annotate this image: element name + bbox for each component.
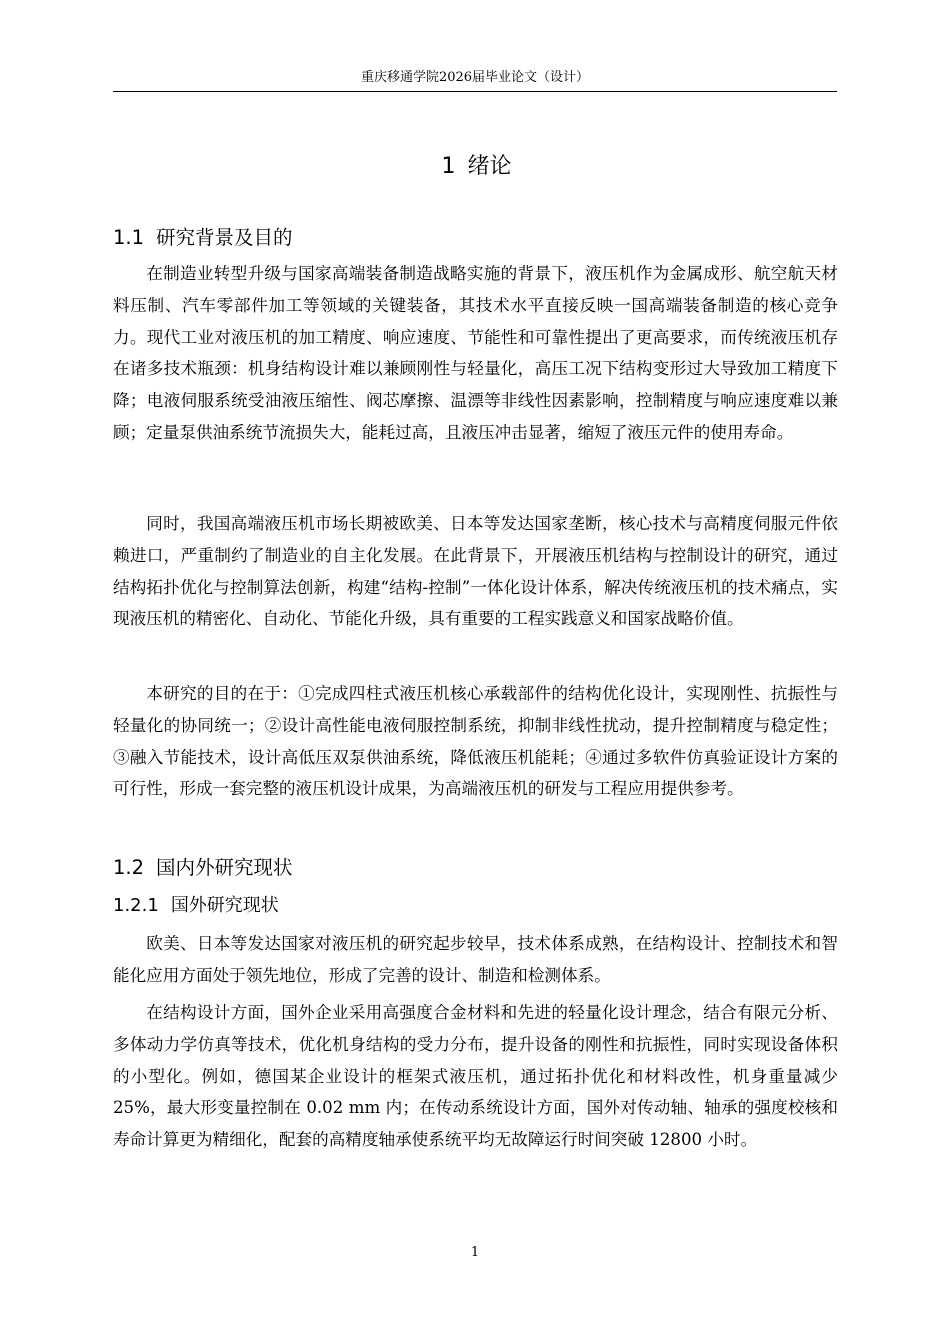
- chapter-number: 1: [441, 154, 456, 179]
- running-header: 重庆移通学院2026届毕业论文（设计）: [360, 70, 590, 85]
- header-rule: [113, 91, 837, 92]
- section-title: 国内外研究现状: [156, 856, 293, 879]
- subsection-title: 国外研究现状: [170, 895, 279, 916]
- paragraph-research-purpose: 本研究的目的在于：①完成四柱式液压机核心承载部件的结构优化设计，实现刚性、抗振性与轻量化的协同统一；②设计高性能电液伺服控制系统，抑制非线性扰动，提升控制精度与稳定性；③融入节能技术，设计高低压双泵供油系统，降低液压机能耗；④通过多软件仿真验证设计方案的可行性，形成一套完整的液压机设计成果，为高端液压机的研发与工程应用提供参考。: [113, 684, 838, 799]
- section-heading-1-2: [113, 854, 293, 882]
- paragraph-foreign-structure: 在结构设计方面，国外企业采用高强度合金材料和先进的轻量化设计理念，结合有限元分析、多体动力学仿真等技术，优化机身结构的受力分布，提升设备的刚性和抗振性，同时实现设备体积的小型化。例如，德国某企业设计的框架式液压机，通过拓扑优化和材料改性，机身重量减少 25%，最大形变量控制在 0.02 mm 内；在传动系统设计方面，国外对传动轴、轴承的强度校核和寿命计算更为精细化，配套的高精度轴承使系统平均无故障运行时间突破 12800 小时。: [113, 1003, 838, 1150]
- paragraph-background-1: 在制造业转型升级与国家高端装备制造战略实施的背景下，液压机作为金属成形、航空航天材料压制、汽车零部件加工等领域的关键装备，其技术水平直接反映一国高端装备制造的核心竞争力。现代工业对液压机的加工精度、响应速度、节能性和可靠性提出了更高要求，而传统液压机存在诸多技术瓶颈：机身结构设计难以兼顾刚性与轻量化，高压工况下结构变形过大导致加工精度下降；电液伺服系统受油液压缩性、阀芯摩擦、温漂等非线性因素影响，控制精度与响应速度难以兼顾；定量泵供油系统节流损失大，能耗过高，且液压冲击显著，缩短了液压元件的使用寿命。: [113, 264, 838, 442]
- section-number: 1.2: [113, 856, 145, 879]
- section-heading-1-1: [113, 224, 293, 252]
- chapter-title: [113, 152, 840, 182]
- section-title: 研究背景及目的: [156, 226, 293, 249]
- page-number: 1: [470, 1245, 480, 1260]
- paragraph-foreign-overview: 欧美、日本等发达国家对液压机的研究起步较早，技术体系成熟，在结构设计、控制技术和智能化应用方面处于领先地位，形成了完善的设计、制造和检测体系。: [113, 934, 838, 985]
- chapter-title-text: 绪论: [467, 154, 512, 179]
- paragraph-background-2: 同时，我国高端液压机市场长期被欧美、日本等发达国家垄断，核心技术与高精度伺服元件依赖进口，严重制约了制造业的自主化发展。在此背景下，开展液压机结构与控制设计的研究，通过结构拓扑优化与控制算法创新，构建“结构-控制”一体化设计体系，解决传统液压机的技术痛点，实现液压机的精密化、自动化、节能化升级，具有重要的工程实践意义和国家战略价值。: [113, 514, 838, 629]
- section-number: 1.1: [113, 226, 145, 249]
- subsection-heading-1-2-1: [113, 893, 279, 919]
- subsection-number: 1.2.1: [113, 895, 159, 916]
